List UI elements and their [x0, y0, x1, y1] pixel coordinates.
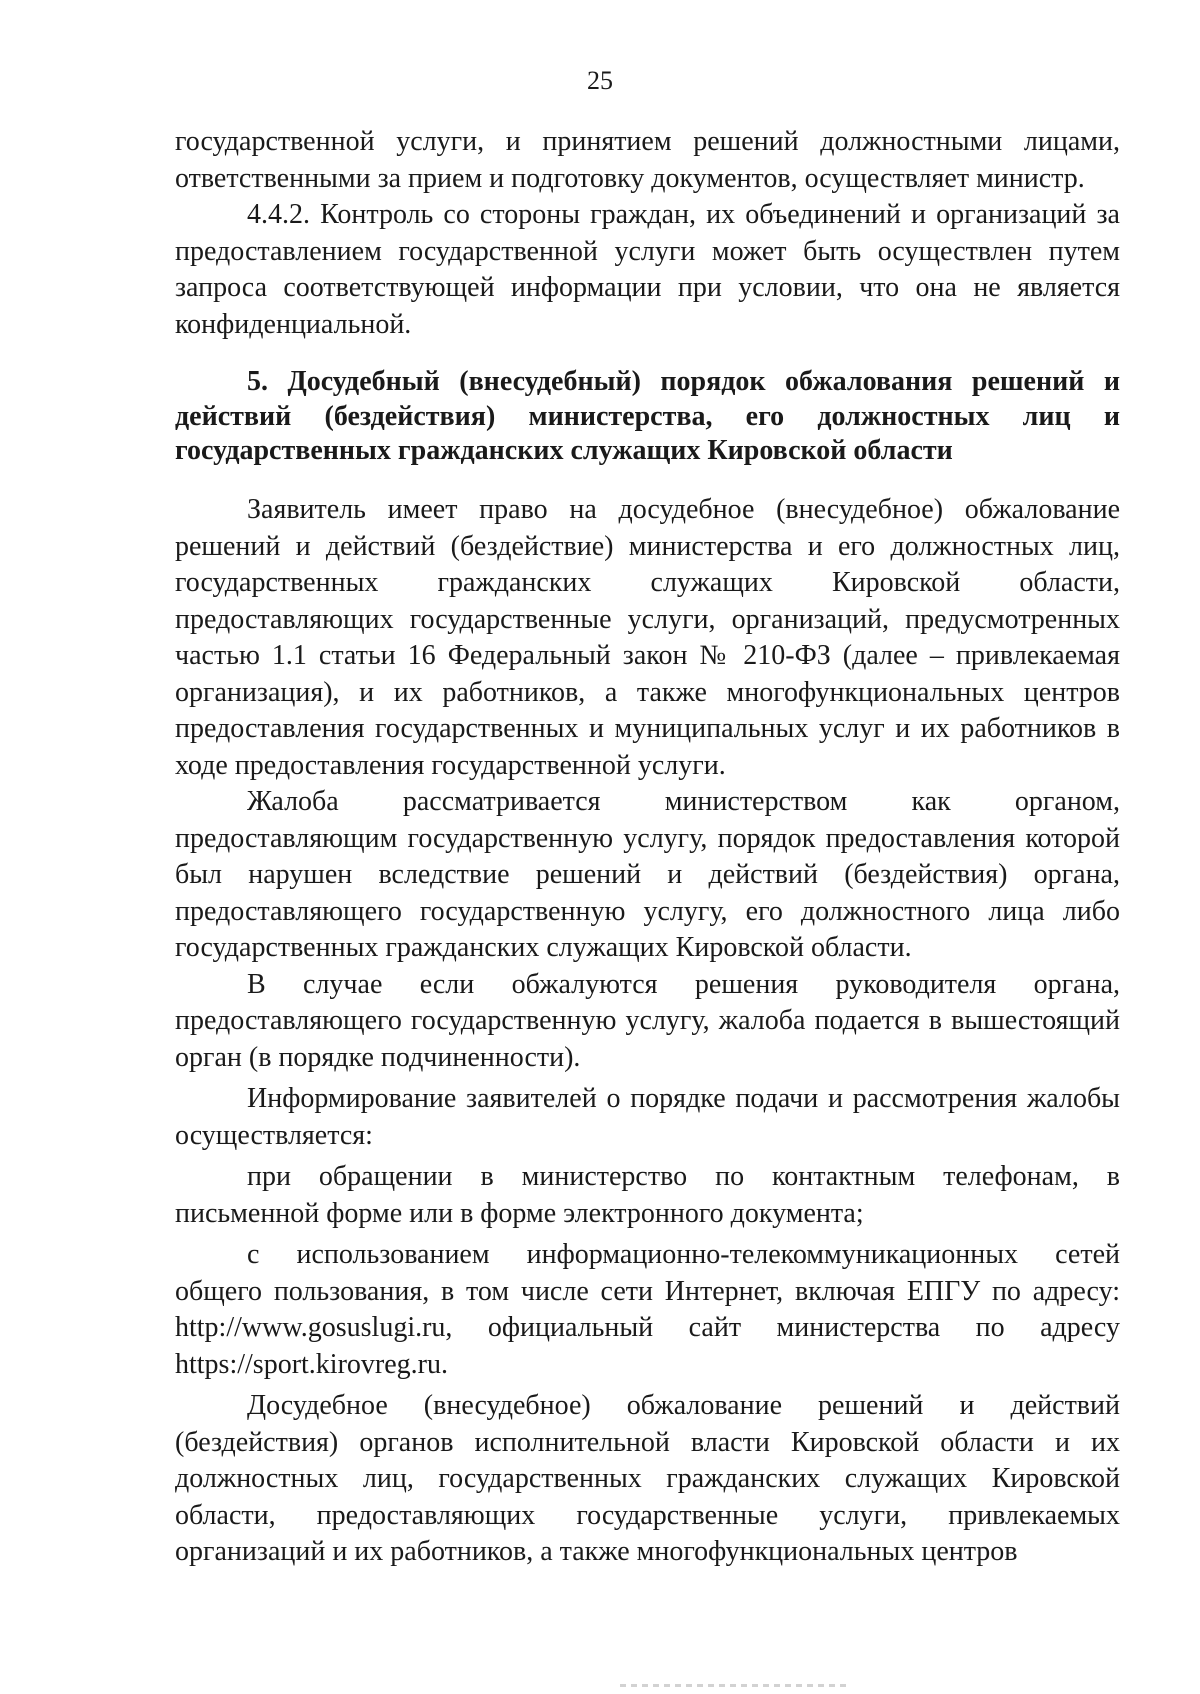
paragraph-pretrial-appeal: Досудебное (внесудебное) обжалование решений и действий (бездействия) органов исполнительной власти Кировской области и их должностных лиц, государственных гражданских служащих Кировской области, предоставляющих государственные услуги, привлекаемых организаций и их работников, а также многофункциональных центров: [175, 1390, 1120, 1567]
paragraph-informing: Информирование заявителей о порядке подачи и рассмотрения жалобы осуществляется:: [175, 1083, 1120, 1151]
paragraph-higher-authority: В случае если обжалуются решения руководителя органа, предоставляющего государственную услугу, жалоба подается в вышестоящий орган (в порядке подчиненности).: [175, 968, 1120, 1073]
continued-section: [175, 124, 1120, 343]
paragraph-continuation: государственной услуги, и принятием решений должностными лицами, ответственными за прием и подготовку документов, осуществляет министр.: [175, 126, 1120, 194]
paragraph-right-to-appeal: Заявитель имеет право на досудебное (внесудебное) обжалование решений и действий (бездействие) министерства и его должностных лиц, государственных гражданских служащих Кировской области, предоставляющих государственные услуги, организаций, предусмотренных частью 1.1 статьи 16 Федеральный закон № 210-ФЗ (далее – привлекаемая организация), и их работников, а также многофункциональных центров предоставления государственных и муниципальных услуг и их работников в ходе предоставления государственной услуги.: [175, 494, 1120, 781]
page-number: 25: [587, 66, 613, 95]
paragraph-by-phone: при обращении в министерство по контактным телефонам, в письменной форме или в форме электронного документа;: [175, 1161, 1120, 1229]
paragraph-complaint-review: Жалоба рассматривается министерством как органом, предоставляющим государственную услугу, порядок предоставления которой был нарушен вследствие решений и действий (бездействия) органа, предоставляющего государственную услугу, его должностного лица либо государственных гражданских служащих Кировской области.: [175, 786, 1120, 963]
paragraph-by-internet: с использованием информационно-телекоммуникационных сетей общего пользования, в том числе сети Интернет, включая ЕПГУ по адресу: http://www.gosuslugi.ru, официальный сайт министерства по адресу https://sport.kirovreg.ru.: [175, 1239, 1120, 1380]
section-5-heading-block: [175, 365, 1120, 469]
section-heading: 5. Досудебный (внесудебный) порядок обжалования решений и действий (бездействия) министерства, его должностных лиц и государственных гражданских служащих Кировской области: [175, 366, 1120, 466]
paragraph-4-4-2: 4.4.2. Контроль со стороны граждан, их объединений и организаций за предоставлением государственной услуги может быть осуществлен путем запроса соответствующей информации при условии, что она не является конфиденциальной.: [175, 199, 1120, 340]
section-5-body: [175, 492, 1120, 1571]
scan-artifact: [620, 1684, 850, 1687]
